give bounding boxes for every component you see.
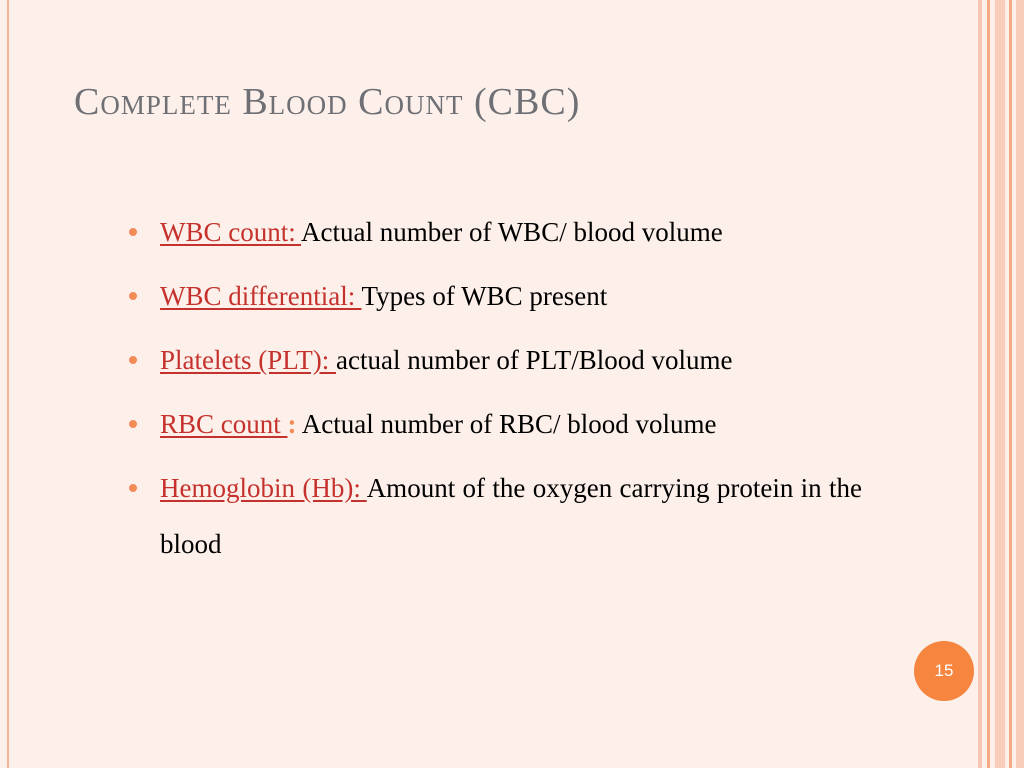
bullet-item-platelets [118, 338, 862, 382]
right-decorative-stripe [987, 0, 990, 768]
bullet-list [118, 210, 862, 592]
bullet-description: Actual number of RBC/ blood volume [296, 409, 717, 439]
bullet-item-hemoglobin [118, 460, 862, 572]
right-decorative-stripe [978, 0, 982, 768]
bullet-term: RBC count [160, 409, 288, 439]
slide-title: Complete Blood Count (CBC) [74, 81, 581, 123]
bullet-description: actual number of PLT/Blood volume [336, 345, 733, 375]
bullet-dot-icon [129, 292, 137, 300]
bullet-item-wbc-differential [118, 274, 862, 318]
bullet-description: Types of WBC present [361, 281, 608, 311]
bullet-term: WBC count: [160, 217, 301, 247]
right-decorative-stripe [1009, 0, 1012, 768]
left-border-rule [7, 0, 9, 768]
bullet-term: WBC differential: [160, 281, 362, 311]
page-number-badge: 15 [914, 641, 974, 701]
bullet-dot-icon [129, 228, 137, 236]
bullet-description: Actual number of WBC/ blood volume [301, 217, 723, 247]
bullet-dot-icon [129, 420, 137, 428]
bullet-term: Platelets (PLT): [160, 345, 336, 375]
right-decorative-stripe [995, 0, 1005, 768]
bullet-term: Hemoglobin (Hb): [160, 473, 367, 503]
bullet-dot-icon [129, 484, 137, 492]
bullet-separator: : [287, 409, 297, 439]
right-decorative-stripe [1016, 0, 1024, 768]
bullet-item-rbc-count [118, 402, 862, 446]
bullet-item-wbc-count [118, 210, 862, 254]
bullet-dot-icon [129, 356, 137, 364]
bullet-description: Amount of the oxygen carrying protein in the blood [160, 473, 862, 559]
